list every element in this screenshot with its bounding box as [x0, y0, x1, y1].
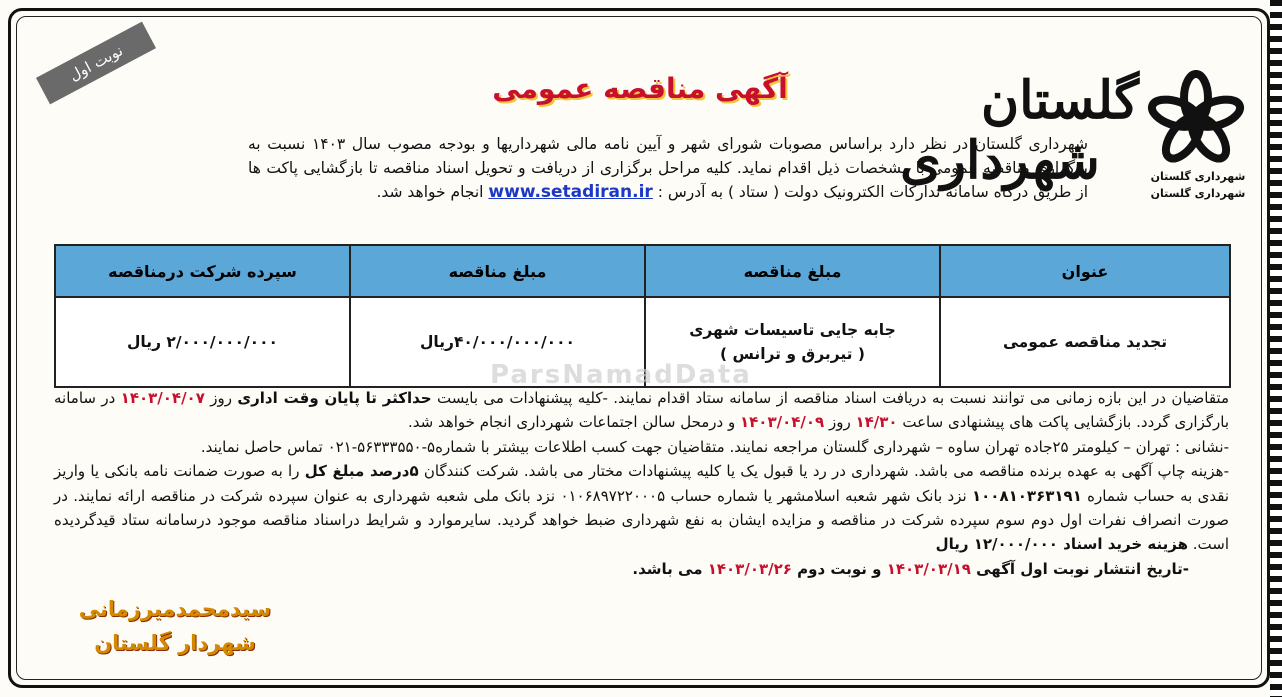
header-title: عنوان: [940, 245, 1230, 297]
opening-date: ۱۴۰۳/۰۴/۰۹: [740, 413, 825, 432]
logo-name-2: شهرداری: [900, 130, 1100, 191]
terms-text: را به صورت ضمانت نامه بانکی یا واریز نقدی به حساب شماره: [54, 462, 1229, 505]
guarantee-percent: ۵درصد مبلغ کل: [304, 462, 419, 481]
terms-text: در سامانه بارگزاری گردد. بازگشایی پاکت های پیشنهادی ساعت: [54, 389, 1229, 432]
cell-deposit: ۲/۰۰۰/۰۰۰/۰۰۰ ریال: [55, 297, 350, 387]
terms-text: متقاضیان در این بازه زمانی می توانند نسبت به دریافت اسناد مناقصه از سامانه ستاد اقدام نمایند. -کلیه پیشنهادات می بایست: [431, 389, 1229, 407]
signature-block: [60, 592, 290, 660]
header-subject: مبلغ مناقصه: [645, 245, 940, 297]
terms-text: -تاریخ انتشار نوبت اول آگهی: [970, 559, 1189, 578]
second-publish-date: ۱۴۰۳/۰۳/۲۶: [707, 559, 792, 578]
terms-text: روز: [824, 413, 856, 432]
opening-time: ۱۴/۳۰: [855, 413, 898, 432]
intro-paragraph: [248, 132, 1088, 204]
terms-text: نزد بانک شهر شعبه اسلامشهر یا شماره حساب ۰۱۰۶۸۹۷۲۲۰۰۰۵ نزد بانک ملی شعبه شهرداری به عنوان سپرده شرکت در مناقصه ارائه نمایند. در صورت انصراف نفرات اول دوم سوم سپرده شرکت در مناقصه و مزایده ایشان به نفع شهرداری ضبط خواهد گردید. سایرموارد و شرایط دراسناد مناقصه موجود درسامانه ستاد قیدگردیده است.: [54, 486, 1229, 554]
page-title: آگهی مناقصه عمومی: [492, 72, 788, 105]
terms-text: و نوبت دوم: [791, 559, 887, 578]
cell-subject-line-2: ( تیربرق و ترانس ): [719, 345, 865, 363]
terms-text: روز: [204, 389, 238, 407]
mayor-name: سیدمحمدمیرزمانی: [78, 597, 272, 621]
header-amount: مبلغ مناقصه: [350, 245, 645, 297]
terms-text: -هزینه چاپ آگهی به عهده برنده مناقصه می باشد. شهرداری در رد یا قبول یک یا کلیه پیشنهادات مختار می باشد. شرکت کنندگان: [418, 462, 1230, 481]
terms-text: می باشد.: [632, 559, 708, 578]
account-number: ۱۰۰۸۱۰۳۶۳۱۹۱: [971, 486, 1082, 505]
logo-name-1: گلستان: [980, 70, 1140, 131]
cell-subject-line-1: جابه جایی تاسیسات شهری: [689, 321, 896, 339]
terms-paragraph-3: [54, 459, 1229, 557]
intro-text-1: شهرداری گلستان در نظر دارد براساس مصوبات شورای شهر و آیین نامه مالی شهرداریها و بودجه مصوب سال ۱۴۰۳ نسبت به برگزاری مناقصه عمومی با مشخصات ذیل اقدام نماید. کلیه مراحل برگزاری از دریافت و تحویل اسناد مناقصه تا بازگشایی پاکت ها از طریق درگاه سامانه تدارکات الکترونیک دولت ( ستاد ) به آدرس :: [248, 135, 1088, 201]
terms-deadline: حداکثر تا پایان وقت اداری: [237, 389, 432, 407]
first-publish-date: ۱۴۰۳/۰۳/۱۹: [886, 559, 971, 578]
cell-title: تجدید مناقصه عمومی: [940, 297, 1230, 387]
logo-small-text-2: شهرداری گلستان: [1150, 187, 1246, 200]
mayor-role: شهردار گلستان: [94, 631, 256, 655]
terms-paragraph-1: [54, 386, 1229, 435]
watermark: ParsNamadData: [490, 360, 752, 390]
table-header-row: [55, 245, 1230, 297]
deadline-date: ۱۴۰۳/۰۴/۰۷: [120, 389, 205, 407]
terms-paragraph-2: -نشانی : تهران – کیلومتر ۲۵جاده تهران ساوه – شهرداری گلستان مراجعه نمایند. متقاضیان جهت کسب اطلاعات بیشتر با شماره۵-۵۶۳۳۳۵۵۰-۰۲۱ تماس حاصل نمایند.: [200, 437, 1229, 456]
intro-text-2: انجام خواهد شد.: [376, 183, 489, 201]
terms-text: و درمحل سالن اجتماعات شهرداری انجام خواهد شد.: [407, 413, 740, 432]
edge-strip: [1270, 0, 1282, 697]
cell-amount: ۴۰/۰۰۰/۰۰۰/۰۰۰ریال: [350, 297, 645, 387]
header-deposit: سپرده شرکت درمناقصه: [55, 245, 350, 297]
setadiran-link[interactable]: www.setadiran.ir: [488, 182, 653, 202]
terms-section: [54, 386, 1229, 581]
round-ribbon: نوبت اول: [36, 22, 156, 105]
logo-small-text-1: شهرداری گلستان: [1150, 170, 1246, 183]
terms-paragraph-4: [54, 557, 1189, 581]
document-fee: هزینه خرید اسناد ۱۲/۰۰۰/۰۰۰ ریال: [935, 535, 1188, 554]
